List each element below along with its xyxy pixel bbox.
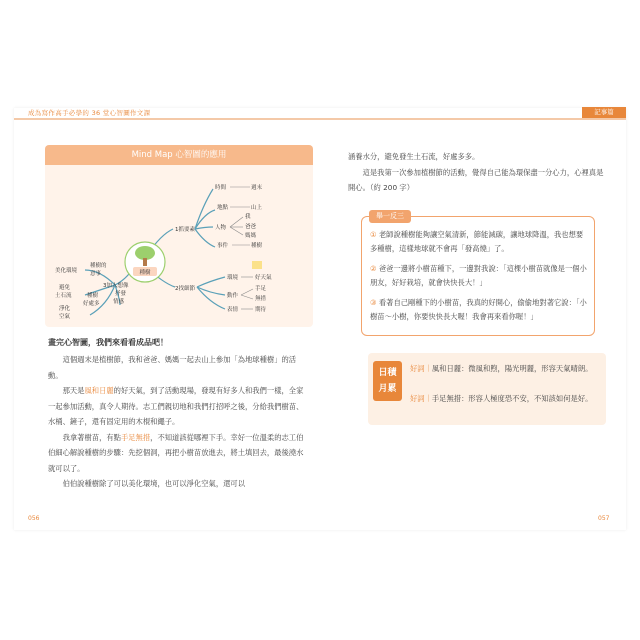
vocabulary-label: 日積 月累 bbox=[373, 361, 402, 401]
header-rule bbox=[14, 118, 626, 120]
svg-text:爸爸: 爸爸 bbox=[245, 224, 257, 230]
example-item-1: ① 老師說種樹能夠讓空氣清新，節能減碳，讓地球降溫，我也想要多種樹，這樣地球就不會再「發高燒」了。 bbox=[370, 230, 584, 253]
right-essay-text bbox=[348, 149, 610, 196]
vocabulary-item-2: 好詞｜手足無措：形容人極度恐不安，不知該如何是好。 bbox=[410, 394, 593, 403]
svg-text:種樹的: 種樹的 bbox=[90, 263, 107, 269]
svg-text:我: 我 bbox=[245, 214, 251, 220]
essay-paragraph-5: 這是我第一次參加植樹節的活動，覺得自己能為環保盡一分心力，心裡真是開心。（約 200 字） bbox=[348, 167, 604, 192]
svg-text:無措: 無措 bbox=[255, 296, 267, 302]
page-number-right: 057 bbox=[598, 515, 610, 522]
svg-text:種樹: 種樹 bbox=[251, 243, 263, 249]
essay-text bbox=[48, 352, 310, 492]
svg-text:避免: 避免 bbox=[59, 285, 71, 291]
branch-3-label: 3加入想像 bbox=[103, 283, 129, 289]
highlight-term-1: 風和日麗 bbox=[84, 386, 114, 395]
svg-text:媽媽: 媽媽 bbox=[245, 233, 257, 239]
essay-continuation: 涵養水分，避免發生土石流，好處多多。 bbox=[348, 152, 480, 161]
center-label: 種樹 bbox=[139, 270, 151, 276]
mindmap-title: Mind Map 心智圖的應用 bbox=[45, 145, 313, 165]
essay-paragraph-3: 我拿著樹苗，有點手足無措，不知道該從哪裡下手。幸好一位溫柔的志工伯伯細心解說種樹的步驟：先挖個洞，再把小樹苗放進去，將土填回去，最後澆水就可以了。 bbox=[48, 432, 304, 473]
svg-text:地點: 地點 bbox=[217, 205, 229, 211]
svg-text:期待: 期待 bbox=[255, 307, 267, 313]
svg-text:意事: 意事 bbox=[90, 271, 102, 277]
example-item-2: ② 爸爸一邊將小樹苗種下，一邊對我說：「這棵小樹苗就像是一個小朋友，好好栽培，就會快快長大！」 bbox=[370, 264, 587, 287]
highlight-term-2: 手足無措 bbox=[120, 432, 151, 442]
svg-text:表情: 表情 bbox=[227, 307, 239, 313]
svg-text:人物: 人物 bbox=[215, 225, 227, 231]
svg-text:抒發: 抒發 bbox=[115, 291, 127, 297]
svg-text:土石流: 土石流 bbox=[55, 293, 72, 299]
svg-text:事件: 事件 bbox=[217, 243, 229, 249]
section-tab: 記事篇 bbox=[582, 107, 626, 118]
mindmap-diagram bbox=[45, 165, 313, 327]
svg-text:好處多: 好處多 bbox=[83, 301, 100, 307]
svg-text:美化環境: 美化環境 bbox=[55, 268, 78, 274]
svg-text:情感: 情感 bbox=[113, 299, 125, 305]
example-item-3: ③ 看著自己剛種下的小樹苗，我真的好開心，偷偷地對著它說：「小樹苗～小樹，你要快快長大喔！我會再來看你喔！」 bbox=[370, 298, 587, 321]
tree-icon bbox=[135, 246, 155, 260]
page-number-left: 056 bbox=[28, 515, 40, 522]
left-heading: 畫完心智圖，我們來看看成品吧！ bbox=[48, 338, 168, 347]
svg-text:種樹: 種樹 bbox=[87, 293, 99, 299]
example-tab: 舉一反三 bbox=[369, 210, 411, 223]
branch-1-label: 1抓要素 bbox=[175, 227, 195, 233]
svg-text:空氣: 空氣 bbox=[59, 314, 71, 320]
svg-text:週末: 週末 bbox=[251, 185, 263, 191]
essay-paragraph-1: 這個週末是植樹節，我和爸爸、媽媽一起去山上參加「為地球種樹」的活動。 bbox=[48, 355, 297, 380]
svg-text:淨化: 淨化 bbox=[59, 306, 71, 312]
vocabulary-item-1: 好詞｜風和日麗：微風和煦，陽光明麗，形容天氣晴朗。 bbox=[410, 364, 593, 373]
svg-text:時間: 時間 bbox=[215, 185, 227, 191]
svg-text:手足: 手足 bbox=[255, 286, 267, 292]
essay-paragraph-2: 那天是風和日麗的好天氣，到了活動現場，發現有好多人和我們一樣，全家一起參加活動，真令人期待。志工們親切地和我們打招呼之後，分給我們樹苗、水桶、鏟子，還有固定用的木棍和繩子。 bbox=[48, 386, 304, 426]
sun-icon bbox=[252, 261, 262, 269]
running-title: 成為寫作高手必學的 36 堂心智圖作文課 bbox=[28, 109, 151, 117]
svg-text:山上: 山上 bbox=[251, 205, 263, 211]
svg-text:動作: 動作 bbox=[227, 293, 239, 299]
branch-2-label: 2找細節 bbox=[175, 286, 195, 292]
svg-text:環境: 環境 bbox=[227, 275, 239, 281]
essay-paragraph-4: 伯伯說種樹除了可以美化環境，也可以淨化空氣，還可以 bbox=[62, 479, 246, 488]
svg-text:好天氣: 好天氣 bbox=[255, 275, 272, 281]
